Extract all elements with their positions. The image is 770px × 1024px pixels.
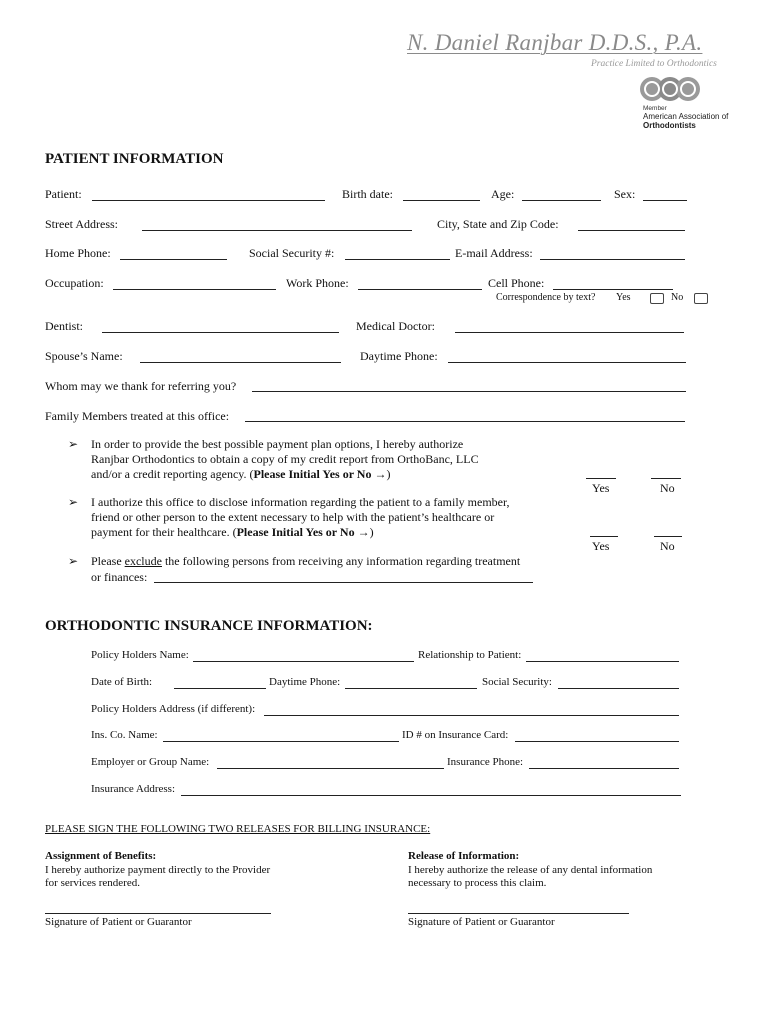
auth2-line3-bold: Please Initial Yes or No → <box>236 525 370 539</box>
authorization-1 <box>91 437 479 482</box>
auth3-pre: Please <box>91 554 125 568</box>
ssn-field[interactable] <box>345 259 450 260</box>
assignment-signature-label: Signature of Patient or Guarantor <box>45 916 192 928</box>
auth3-post: the following persons from receiving any information regarding treatment <box>161 554 521 568</box>
practice-subtitle: Practice Limited to Orthodontics <box>591 59 717 69</box>
sex-field[interactable] <box>643 200 687 201</box>
email-field[interactable] <box>540 259 685 260</box>
patient-field[interactable] <box>92 200 325 201</box>
home-phone-field[interactable] <box>120 259 227 260</box>
auth2-line3-post: ) <box>369 525 374 539</box>
cell-phone-label: Cell Phone: <box>488 276 545 290</box>
release-signature-label: Signature of Patient or Guarantor <box>408 916 555 928</box>
auth2-yes-initial[interactable] <box>590 536 618 537</box>
auth2-no-initial[interactable] <box>654 536 682 537</box>
ph-address-label: Policy Holders Address (if different): <box>91 703 256 715</box>
ins-address-label: Insurance Address: <box>91 783 176 795</box>
work-phone-field[interactable] <box>358 289 482 290</box>
dentist-field[interactable] <box>102 332 339 333</box>
employer-field[interactable] <box>217 768 444 769</box>
assignment-line2: for services rendered. <box>45 877 140 889</box>
relationship-label: Relationship to Patient: <box>418 649 522 661</box>
auth1-yes-label: Yes <box>592 481 610 495</box>
street-field[interactable] <box>142 230 412 231</box>
auth2-line2: friend or other person to the extent necessary to help with the patient’s healthcare or <box>91 510 495 524</box>
aao-line2: Orthodontists <box>643 121 696 130</box>
ssn-label: Social Security #: <box>249 246 335 260</box>
spouse-label: Spouse’s Name: <box>45 349 123 363</box>
work-phone-label: Work Phone: <box>286 276 349 290</box>
auth2-line3 <box>91 525 510 540</box>
ph-address-field[interactable] <box>264 715 679 716</box>
family-field[interactable] <box>245 421 685 422</box>
auth1-line3 <box>91 467 479 482</box>
release-line2: necessary to process this claim. <box>408 877 547 889</box>
id-number-label: ID # on Insurance Card: <box>402 729 509 741</box>
ins-dob-field[interactable] <box>174 688 266 689</box>
release-title: Release of Information: <box>408 850 520 862</box>
age-label: Age: <box>491 187 515 201</box>
street-label: Street Address: <box>45 217 118 231</box>
authorization-2 <box>91 495 510 540</box>
relationship-field[interactable] <box>526 661 679 662</box>
bullet-arrow-icon: ➢ <box>68 437 79 451</box>
ins-co-label: Ins. Co. Name: <box>91 729 158 741</box>
release-line1: I hereby authorize the release of any dental information <box>408 864 653 876</box>
bullet-arrow-icon: ➢ <box>68 495 79 509</box>
releases-heading: PLEASE SIGN THE FOLLOWING TWO RELEASES FOR BILLING INSURANCE: <box>45 823 431 835</box>
patient-info-title: PATIENT INFORMATION <box>45 151 224 167</box>
ins-phone-field[interactable] <box>529 768 679 769</box>
medical-doctor-field[interactable] <box>455 332 684 333</box>
city-label: City, State and Zip Code: <box>437 217 559 231</box>
text-no-checkbox[interactable] <box>694 293 708 304</box>
auth1-line2: Ranjbar Orthodontics to obtain a copy of my credit report from OrthoBanc, LLC <box>91 452 479 466</box>
auth1-line1: In order to provide the best possible payment plan options, I hereby authorize <box>91 437 464 451</box>
excluded-persons-field[interactable] <box>154 582 533 583</box>
auth1-yes-initial[interactable] <box>586 478 616 479</box>
referral-label: Whom may we thank for referring you? <box>45 379 237 393</box>
aao-line1: American Association of <box>643 112 729 121</box>
occupation-field[interactable] <box>113 289 276 290</box>
auth1-no-initial[interactable] <box>651 478 681 479</box>
assignment-title: Assignment of Benefits: <box>45 850 157 862</box>
occupation-label: Occupation: <box>45 276 104 290</box>
auth3-finances-label: or finances: <box>91 570 148 584</box>
patient-label: Patient: <box>45 187 82 201</box>
ins-ssn-label: Social Security: <box>482 676 552 688</box>
home-phone-label: Home Phone: <box>45 246 111 260</box>
id-number-field[interactable] <box>515 741 679 742</box>
text-question: Correspondence by text? <box>496 292 596 303</box>
auth2-yes-label: Yes <box>592 539 610 553</box>
text-yes-checkbox[interactable] <box>650 293 664 304</box>
ins-ssn-field[interactable] <box>558 688 679 689</box>
daytime-phone-field[interactable] <box>448 362 686 363</box>
auth1-line3-pre: and/or a credit reporting agency. ( <box>91 467 254 481</box>
bullet-arrow-icon: ➢ <box>68 554 79 568</box>
authorization-3 <box>91 554 520 569</box>
auth1-line3-bold: Please Initial Yes or No → <box>253 467 387 481</box>
ins-daytime-phone-label: Daytime Phone: <box>269 676 341 688</box>
policy-holder-field[interactable] <box>193 661 414 662</box>
auth2-line1: I authorize this office to disclose information regarding the patient to a family member, <box>91 495 510 509</box>
aao-logo <box>640 74 710 104</box>
birth-date-field[interactable] <box>403 200 480 201</box>
assignment-line1: I hereby authorize payment directly to the Provider <box>45 864 271 876</box>
ins-daytime-phone-field[interactable] <box>345 688 477 689</box>
text-no-label: No <box>671 292 684 303</box>
dentist-label: Dentist: <box>45 319 83 333</box>
spouse-field[interactable] <box>140 362 341 363</box>
assignment-signature-line[interactable] <box>45 913 271 914</box>
email-label: E-mail Address: <box>455 246 533 260</box>
birth-date-label: Birth date: <box>342 187 393 201</box>
auth2-no-label: No <box>660 539 675 553</box>
medical-doctor-label: Medical Doctor: <box>356 319 435 333</box>
ins-phone-label: Insurance Phone: <box>447 756 524 768</box>
ins-co-field[interactable] <box>163 741 399 742</box>
aao-member: Member <box>643 105 667 112</box>
city-field[interactable] <box>578 230 685 231</box>
policy-holder-label: Policy Holders Name: <box>91 649 189 661</box>
release-signature-line[interactable] <box>408 913 629 914</box>
insurance-title: ORTHODONTIC INSURANCE INFORMATION: <box>45 618 373 634</box>
auth1-no-label: No <box>660 481 675 495</box>
family-label: Family Members treated at this office: <box>45 409 230 423</box>
daytime-phone-label: Daytime Phone: <box>360 349 438 363</box>
cell-phone-field[interactable] <box>553 289 673 290</box>
auth1-line3-post: ) <box>386 467 391 481</box>
practice-name: N. Daniel Ranjbar D.D.S., P.A. <box>407 30 703 55</box>
auth2-line3-pre: payment for their healthcare. ( <box>91 525 237 539</box>
ins-dob-label: Date of Birth: <box>91 676 153 688</box>
age-field[interactable] <box>522 200 601 201</box>
sex-label: Sex: <box>614 187 636 201</box>
aao-logo-icon <box>640 74 702 104</box>
text-yes-label: Yes <box>616 292 631 303</box>
employer-label: Employer or Group Name: <box>91 756 210 768</box>
auth3-exclude: exclude <box>124 554 162 568</box>
referral-field[interactable] <box>252 391 686 392</box>
ins-address-field[interactable] <box>181 795 681 796</box>
